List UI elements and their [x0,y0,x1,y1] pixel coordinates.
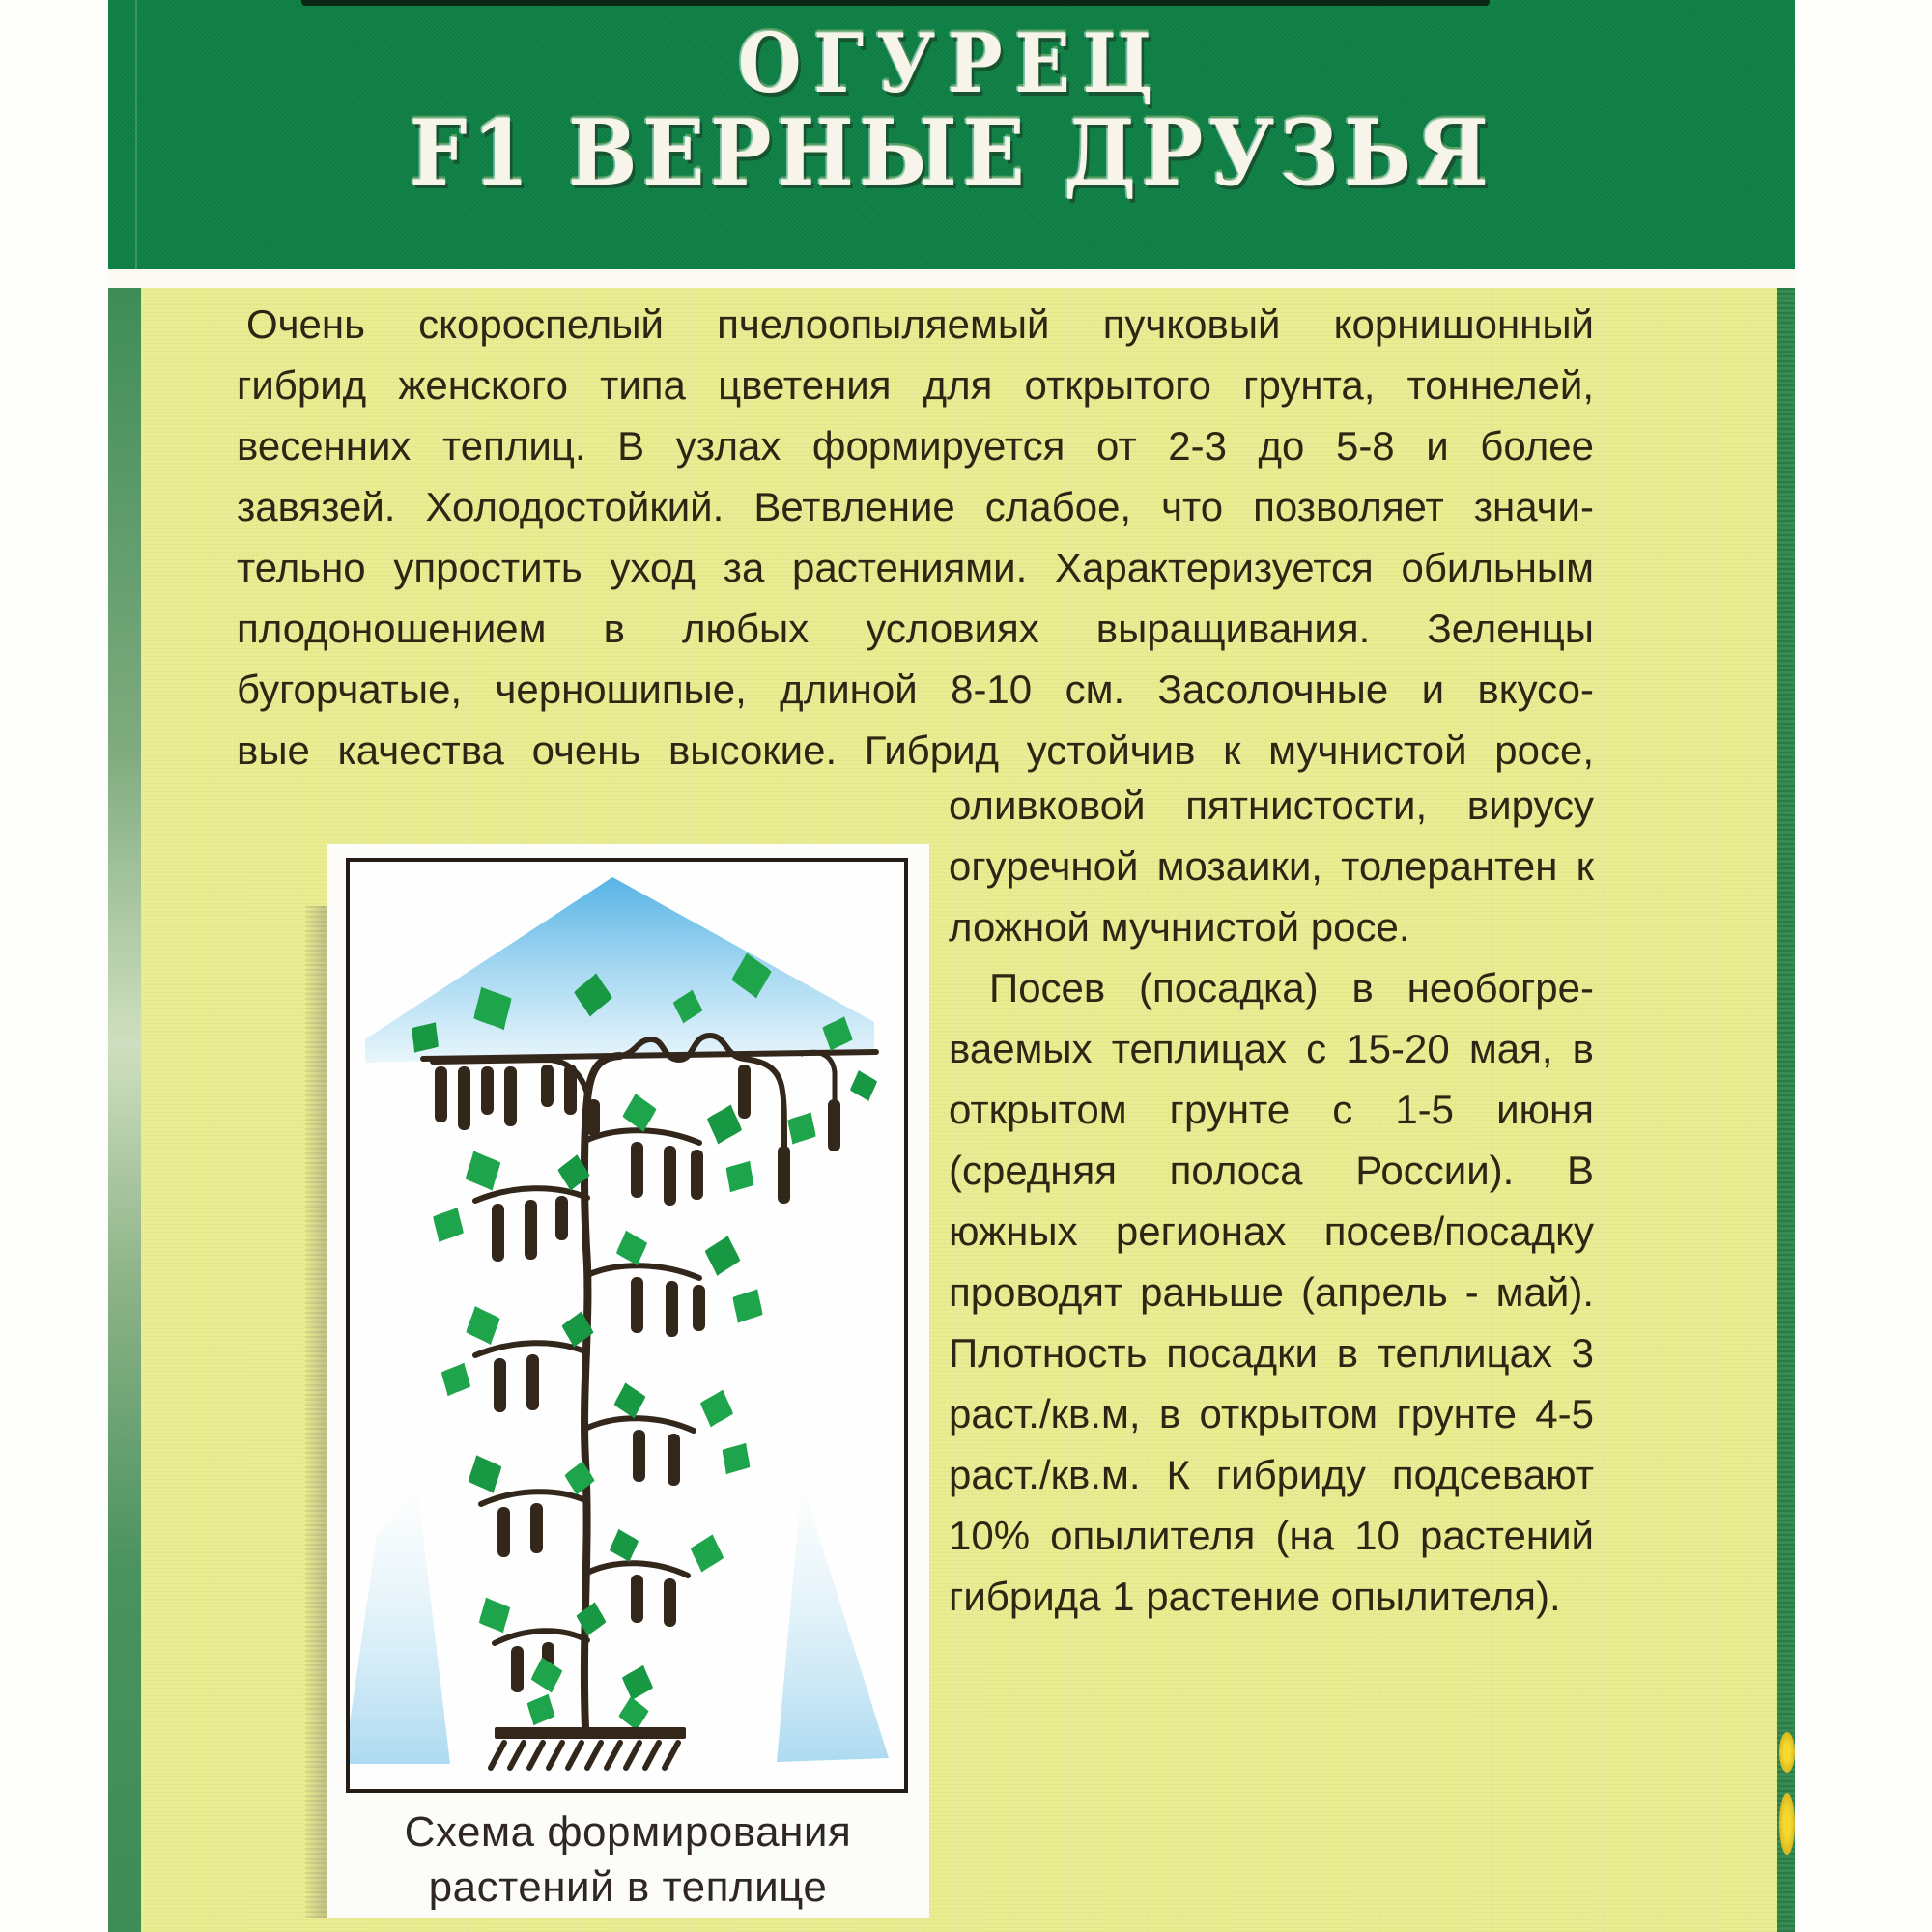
text-line: раст./кв.м, в открытом грунте 4-5 [949,1391,1594,1436]
light-ray-right [777,1482,889,1762]
greenhouse-roof [365,877,874,1063]
flower-spot [1779,1793,1795,1855]
scheme-panel [327,844,929,1918]
packet-top-edge [301,0,1490,6]
scheme-caption [327,1804,929,1915]
flower-spot [1779,1732,1795,1773]
plant-scheme-illustration [350,862,904,1789]
scheme-caption-line2: растений в теплице [428,1863,828,1911]
packet-fold-line [135,0,137,269]
ground-line [495,1727,686,1739]
hanging-shoot-right [802,1052,835,1101]
text-line: вые качества очень высокие. Гибрид устойчив к мучнистой росе, [237,727,1594,773]
packet-header [108,0,1795,269]
text-line: Очень скороспелый пчелоопыляемый пучковый корнишонный [246,301,1594,347]
text-line: 10% опылителя (на 10 растений [949,1513,1594,1558]
scheme-frame [346,858,908,1793]
text-line: гибрид женского типа цветения для открытого грунта, тоннелей, [237,362,1594,408]
text-line: (средняя полоса России). В [949,1148,1594,1193]
text-line: раст./кв.м. К гибриду подсевают [949,1452,1594,1497]
packet-left-fold [108,288,141,1932]
panel-shadow [305,906,327,1918]
text-line: оливковой пятнистости, вирусу [949,782,1594,828]
text-line: Плотность посадки в теплицах 3 [949,1330,1594,1376]
ground-hatch [491,1743,678,1768]
seed-packet-back [108,0,1795,1932]
scheme-caption-line1: Схема формирования [404,1808,852,1856]
text-line: проводят раньше (апрель - май). [949,1269,1594,1315]
text-line: ложной мучнистой росе. [949,904,1410,950]
variety-title: F1 ВЕРНЫЕ ДРУЗЬЯ [409,100,1494,207]
text-line: южных регионах посев/посадку [949,1208,1594,1254]
text-line: гибрида 1 растение опылителя). [949,1574,1561,1619]
header-divider [108,269,1795,288]
text-line: бугорчатые, черношипые, длиной 8-10 см. Засолочные и вкусо- [237,667,1594,712]
packet-right-fold [1777,288,1795,1932]
text-line: огуречной мозаики, толерантен к [949,843,1594,889]
crop-title: ОГУРЕЦ [737,15,1166,111]
text-line: Посев (посадка) в необогре- [989,965,1594,1010]
light-ray-left [350,1488,450,1764]
text-line: тельно упростить уход за растениями. Характеризуется обильным [237,545,1594,590]
text-line: открытом грунте с 1-5 июня [949,1087,1594,1132]
text-line: плодоношением в любых условиях выращивания. Зеленцы [237,606,1594,651]
text-line: ваемых теплицах с 15-20 мая, в [949,1026,1594,1071]
text-line: весенних теплиц. В узлах формируется от 2-3 до 5-8 и более [237,423,1594,469]
text-line: завязей. Холодостойкий. Ветвление слабое, что позволяет значи- [237,484,1594,529]
